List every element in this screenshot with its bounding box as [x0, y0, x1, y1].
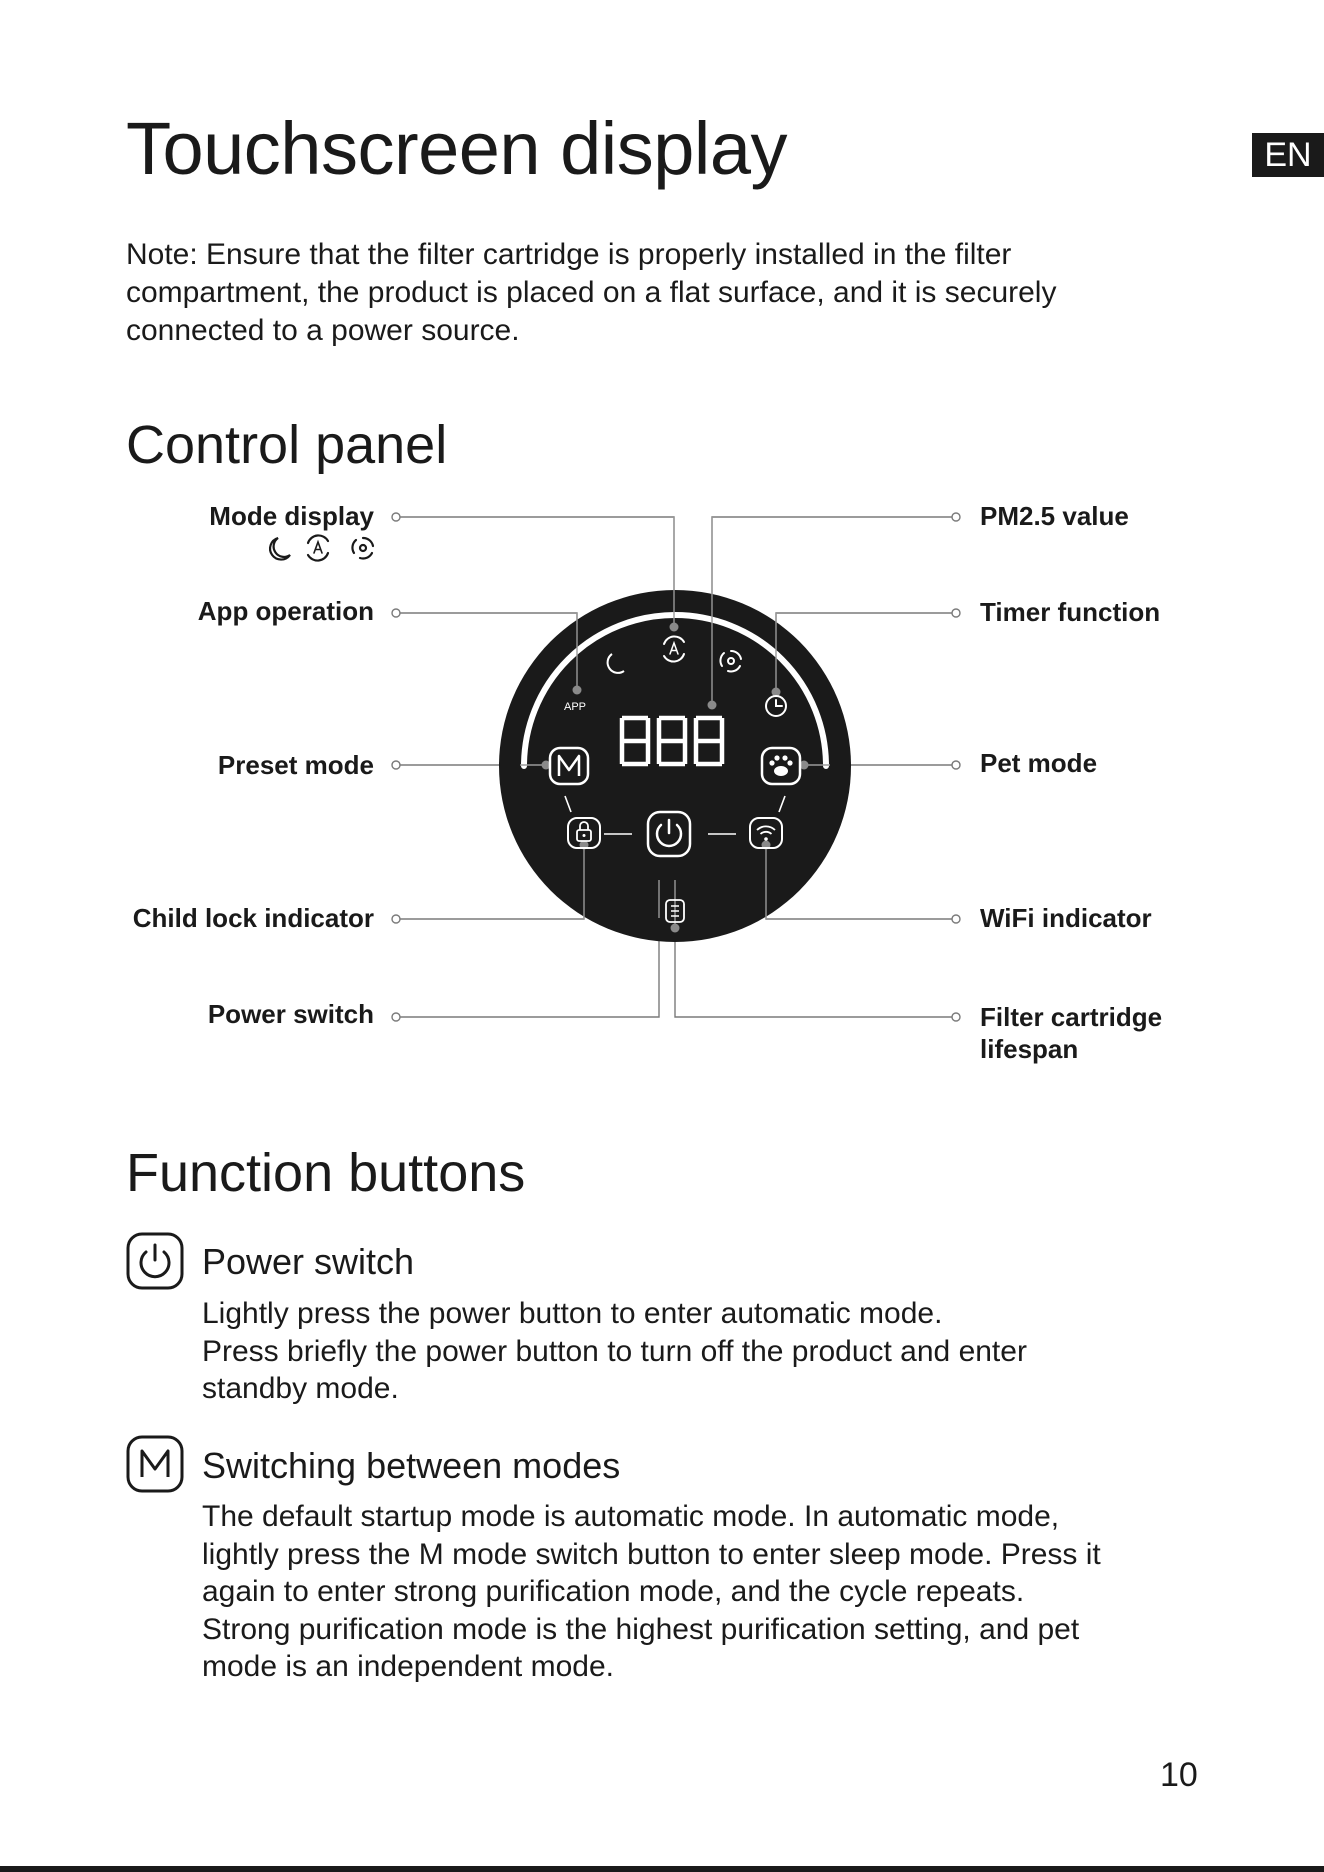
text-line: mode is an independent mode. — [202, 1650, 614, 1683]
bottom-rule — [0, 1866, 1324, 1872]
language-badge: EN — [1252, 133, 1324, 177]
text-line: lightly press the M mode switch button to enter sleep mode. Press it — [202, 1537, 1101, 1571]
text-line: Strong purification mode is the highest purification setting, and pet — [202, 1612, 1080, 1646]
switching-modes-description — [202, 1498, 1202, 1686]
switching-modes-title: Switching between modes — [202, 1445, 621, 1486]
control-panel-heading: Control panel — [126, 415, 448, 475]
callout-preset-mode: Preset mode — [217, 750, 374, 780]
callout-pet-mode: Pet mode — [980, 748, 1098, 778]
power-switch-description — [202, 1295, 1202, 1408]
mode-display-icons — [270, 535, 373, 560]
text-line: The default startup mode is automatic mode. In automatic mode, — [202, 1500, 1060, 1533]
page-number: 10 — [1160, 1756, 1198, 1794]
callout-filter-line-1: Filter cartridge — [980, 1002, 1163, 1032]
callout-mode-display: Mode display — [209, 501, 374, 531]
mode-m-icon — [126, 1435, 184, 1493]
callout-wifi-indicator: WiFi indicator — [980, 903, 1152, 933]
callout-child-lock-indicator: Child lock indicator — [132, 903, 374, 933]
app-label: APP — [563, 701, 587, 713]
callout-filter-line-2: lifespan — [980, 1034, 1079, 1064]
text-line: standby mode. — [202, 1372, 399, 1405]
callout-timer-function: Timer function — [980, 597, 1161, 627]
callout-power-switch: Power switch — [207, 999, 374, 1029]
strong-mode-icon — [352, 538, 373, 558]
control-panel-diagram — [0, 490, 1324, 1080]
text-line: again to enter strong purification mode, and the cycle repeats. — [202, 1575, 1025, 1608]
callout-pm25-value: PM2.5 value — [980, 501, 1129, 531]
installation-note: Note: Ensure that the filter cartridge is properly installed in the filter compartment, the product is placed on a flat surface, and it is securely connected to a power source. — [126, 238, 1057, 347]
sleep-icon — [270, 538, 290, 560]
page-title: Touchscreen display — [126, 107, 787, 190]
power-switch-title: Power switch — [202, 1241, 415, 1282]
power-icon — [126, 1232, 184, 1290]
auto-mode-icon — [308, 535, 328, 560]
callout-app-operation: App operation — [197, 596, 374, 626]
text-line: Lightly press the power button to enter automatic mode. — [202, 1297, 943, 1330]
function-buttons-heading: Function buttons — [126, 1143, 526, 1203]
text-line: Press briefly the power button to turn off the product and enter — [202, 1334, 1027, 1368]
